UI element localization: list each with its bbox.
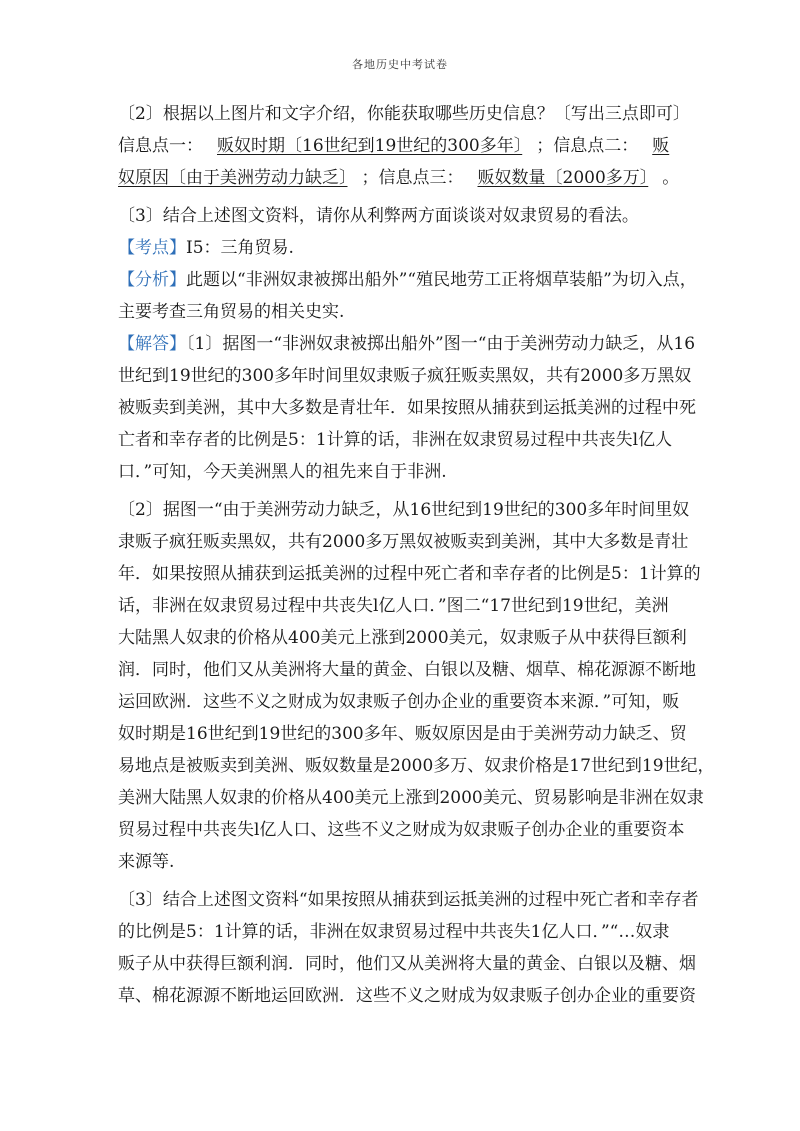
jieda-p2-line: 奴时期是16世纪到19世纪的300多年、贩奴原因是由于美洲劳动力缺乏、贸 — [118, 724, 687, 744]
jieda-text-1: 〔1〕据图一“非洲奴隶被掷出船外”图一“由于美洲劳动力缺乏，从16 — [186, 334, 696, 354]
jieda-p2-line: 〔2〕据图一“由于美洲劳动力缺乏，从16世纪到19世纪的300多年时间里奴 — [118, 500, 690, 520]
jieda-p2-line: 美洲大陆黑人奴隶的价格从400美元上涨到2000美元、贸易影响是非洲在奴隶 — [118, 788, 704, 808]
info-point-3-answer: 贩奴数量〔2000多万〕 — [477, 168, 649, 188]
jieda-tag: 【解答】 — [118, 334, 186, 354]
fenxi-tag: 【分析】 — [118, 270, 186, 290]
q3-question: 〔3〕结合上述图文资料，请你从利弊两方面谈谈对奴隶贸易的看法。 — [118, 206, 639, 226]
info-point-2-answer-end: 奴原因〔由于美洲劳动力缺乏〕 — [118, 168, 348, 188]
jieda-p2-line: 来源等. — [118, 852, 175, 872]
kaodian-tag: 【考点】 — [118, 238, 186, 258]
kaodian-text: I5：三角贸易. — [186, 238, 294, 258]
page-header: 各地历史中考试卷 — [352, 58, 448, 71]
jieda-p2-line: 隶贩子疯狂贩卖黑奴，共有2000多万黑奴被贩卖到美洲，其中大多数是青壮 — [118, 532, 689, 552]
info-point-1-label: 信息点一： — [118, 136, 203, 156]
jieda-p2-line: 年．如果按照从捕获到运抵美洲的过程中死亡者和幸存者的比例是5：1计算的 — [118, 564, 701, 584]
fenxi-line-2: 主要考查三角贸易的相关史实. — [118, 302, 345, 322]
jieda-p2-line: 运回欧洲．这些不义之财成为奴隶贩子创办企业的重要资本来源．”可知，贩 — [118, 692, 680, 712]
jieda-p2-line: 话，非洲在奴隶贸易过程中共丧失l亿人口．”图二“17世纪到19世纪，美洲 — [118, 596, 669, 616]
jieda-p3-line: 〔3〕结合上述图文资料“如果按照从捕获到运抵美洲的过程中死亡者和幸存者 — [118, 890, 699, 910]
document-body — [118, 98, 715, 1012]
jieda-p2-line: 大陆黑人奴隶的价格从400美元上涨到2000美元，奴隶贩子从中获得巨额利 — [118, 628, 687, 648]
jieda-p3-line: 贩子从中获得巨额利润．同时，他们又从美洲将大量的黄金、白银以及糖、烟 — [118, 954, 696, 974]
jieda-p3-line: 草、棉花源源不断地运回欧洲．这些不义之财成为奴隶贩子创办企业的重要资 — [118, 986, 696, 1006]
jieda-p3-line: 的比例是5：1计算的话，非洲在奴隶贸易过程中共丧失1亿人口．”“…奴隶 — [118, 922, 670, 942]
jieda-p1-line: 亡者和幸存者的比例是5：1计算的话，非洲在奴隶贸易过程中共丧失l亿人 — [118, 430, 673, 450]
q2-answer-line-2 — [118, 162, 698, 194]
jieda-line-1 — [118, 328, 698, 360]
jieda-p1-line: 口．”可知，今天美洲黑人的祖先来自于非洲. — [118, 462, 447, 482]
jieda-p2-line: 润．同时，他们又从美洲将大量的黄金、白银以及糖、烟草、棉花源源不断地 — [118, 660, 696, 680]
jieda-p2-line: 贸易过程中共丧失l亿人口、这些不义之财成为奴隶贩子创办企业的重要资本 — [118, 820, 685, 840]
fenxi-text-1: 此题以“非洲奴隶被掷出船外”“殖民地劳工正将烟草装船”为切入点， — [186, 270, 697, 290]
info-point-2-answer-start: 贩 — [652, 136, 670, 156]
fenxi-line-1 — [118, 264, 698, 296]
jieda-p1-line: 世纪到19世纪的300多年时间里奴隶贩子疯狂贩卖黑奴，共有2000多万黑奴 — [118, 366, 692, 386]
q2-question: 〔2〕根据以上图片和文字介绍，你能获取哪些历史信息？〔写出三点即可〕 — [118, 104, 690, 124]
info-point-3-label: ；信息点三： — [361, 168, 464, 188]
jieda-p2-line: 易地点是被贩卖到美洲、贩奴数量是2000多万、奴隶价格是17世纪到19世纪， — [118, 756, 715, 776]
jieda-p1-line: 被贩卖到美洲，其中大多数是青壮年．如果按照从捕获到运抵美洲的过程中死 — [118, 398, 696, 418]
info-point-1-answer: 贩奴时期〔16世纪到19世纪的300多年〕 — [217, 136, 523, 156]
q2-answer-line-1 — [118, 130, 698, 162]
info-point-2-label: ；信息点二： — [536, 136, 639, 156]
kaodian-line — [118, 232, 698, 264]
line-end-mark: 。 — [662, 168, 680, 188]
